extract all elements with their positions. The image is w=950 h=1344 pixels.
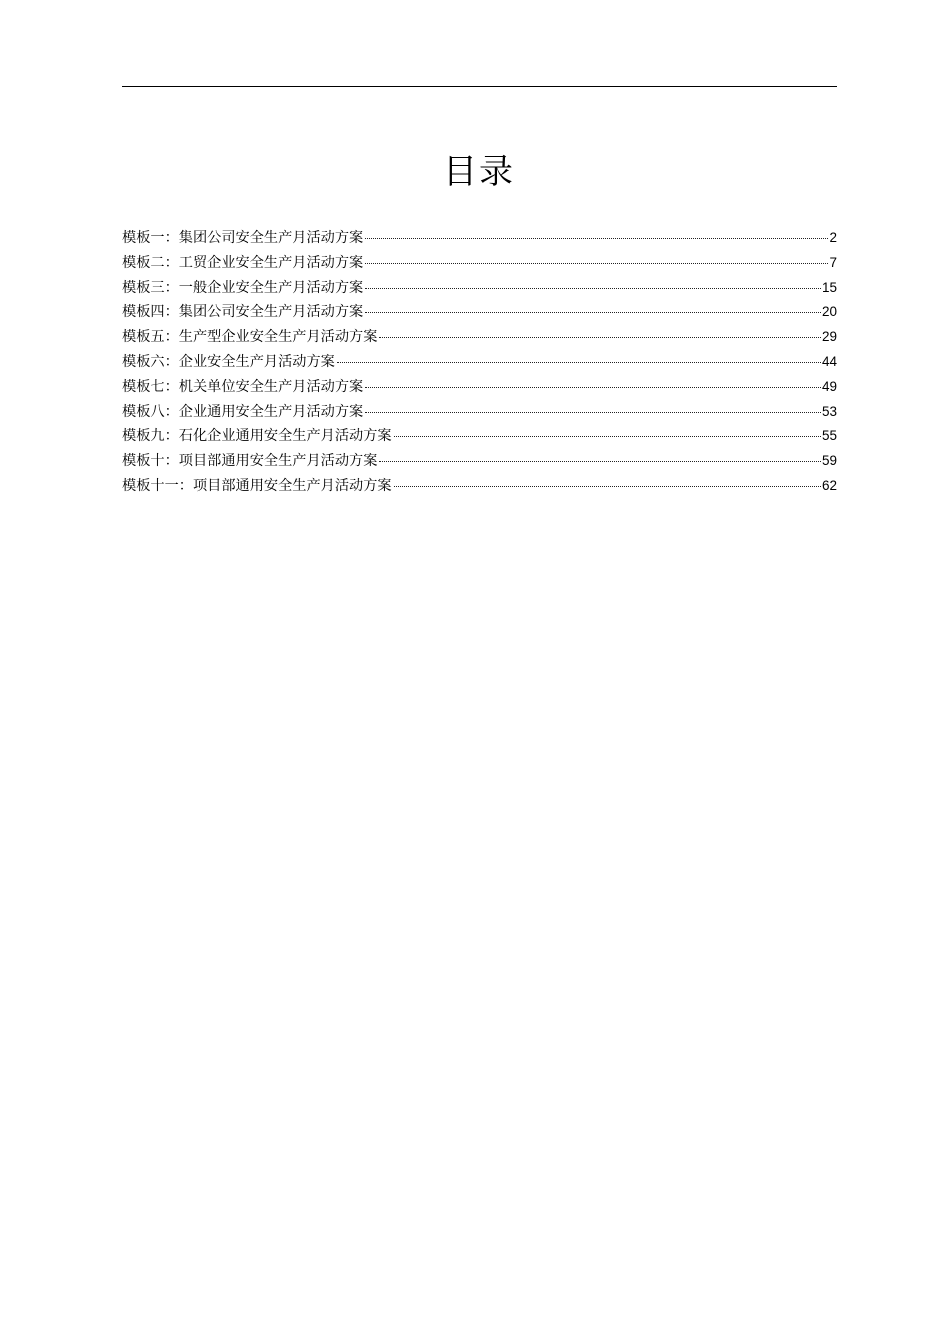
toc-entry[interactable]: [122, 400, 837, 425]
header-rule: [122, 86, 837, 87]
toc-entry[interactable]: [122, 300, 837, 325]
toc-dot-leader: [379, 337, 821, 338]
toc-dot-leader: [379, 461, 821, 462]
toc-entry-label: 模板九：石化企业通用安全生产月活动方案: [122, 428, 392, 445]
toc-title: 目录: [443, 152, 515, 192]
toc-entry-page: 44: [821, 353, 837, 369]
toc-entry[interactable]: [122, 251, 837, 276]
toc-dot-leader: [394, 486, 821, 487]
toc-dot-leader: [365, 312, 821, 313]
toc-entry-label: 模板六：企业安全生产月活动方案: [122, 353, 335, 370]
toc-entry-label: 模板十一：项目部通用安全生产月活动方案: [122, 477, 392, 494]
toc-entry-label: 模板七：机关单位安全生产月活动方案: [122, 378, 364, 395]
toc-entry-label: 模板八：企业通用安全生产月活动方案: [122, 403, 364, 420]
toc-entry[interactable]: [122, 449, 837, 474]
toc-dot-leader: [337, 362, 821, 363]
toc-entry[interactable]: [122, 226, 837, 251]
toc-entry-page: 59: [821, 453, 837, 469]
table-of-contents: [122, 226, 837, 499]
toc-entry[interactable]: [122, 276, 837, 301]
toc-dot-leader: [365, 263, 828, 264]
toc-dot-leader: [365, 288, 821, 289]
toc-entry-page: 62: [821, 477, 837, 493]
toc-dot-leader: [365, 238, 828, 239]
toc-entry-label: 模板三：一般企业安全生产月活动方案: [122, 279, 364, 296]
toc-entry[interactable]: [122, 375, 837, 400]
toc-entry-label: 模板十：项目部通用安全生产月活动方案: [122, 453, 378, 470]
toc-dot-leader: [394, 436, 821, 437]
toc-entry-page: 20: [821, 304, 837, 320]
toc-entry-page: 2: [829, 230, 837, 245]
toc-entry-page: 55: [821, 428, 837, 444]
toc-entry-label: 模板一：集团公司安全生产月活动方案: [122, 230, 364, 246]
toc-entry[interactable]: [122, 325, 837, 350]
toc-entry-label: 模板二：工贸企业安全生产月活动方案: [122, 254, 364, 271]
toc-entry-label: 模板四：集团公司安全生产月活动方案: [122, 304, 364, 321]
toc-entry-page: 49: [821, 378, 837, 394]
toc-entry-page: 29: [821, 329, 837, 345]
toc-dot-leader: [365, 387, 821, 388]
toc-dot-leader: [365, 412, 821, 413]
toc-entry-page: 15: [821, 279, 837, 295]
toc-entry[interactable]: [122, 474, 837, 499]
toc-entry[interactable]: [122, 424, 837, 449]
toc-entry[interactable]: [122, 350, 837, 375]
toc-entry-page: 53: [821, 403, 837, 419]
toc-entry-page: 7: [829, 254, 837, 270]
toc-entry-label: 模板五：生产型企业安全生产月活动方案: [122, 329, 378, 346]
